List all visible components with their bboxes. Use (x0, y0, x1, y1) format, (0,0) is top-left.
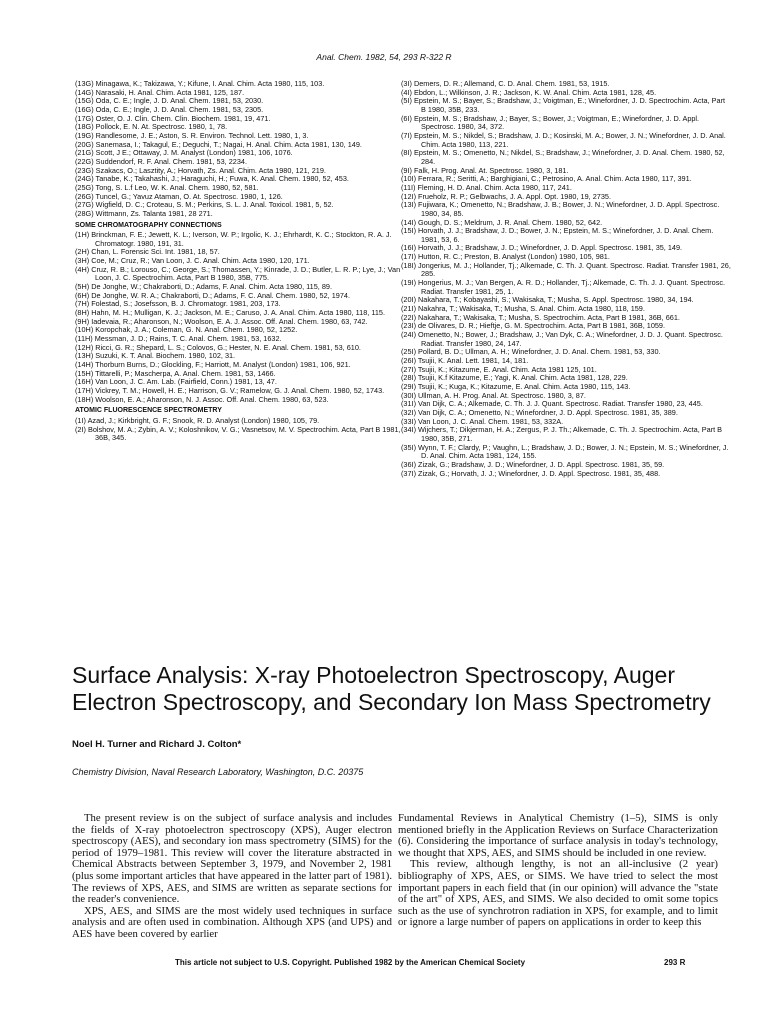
reference-entry: (26G) Tuncel, G.; Yavuz Ataman, O. At. Spectrosc. 1980, 1, 126. (75, 191, 283, 201)
reference-entry: (15G) Oda, C. E.; Ingle, J. D. Anal. Chem. 1981, 53, 2030. (75, 96, 264, 106)
reference-entry: (15I) Horvath, J. J.; Bradshaw, J. D.; Bower, J. N.; Epstein, M. S.; Winefordner, J. D. Anal. Chem. 1981, 53, 6. (401, 226, 714, 244)
reference-entry: (10H) Koropchak, J. A.; Coleman, G. N. Anal. Chem. 1980, 52, 1252. (75, 325, 298, 335)
reference-entry: (12H) Ricci, G. R.; Shepard, L. S.; Colovos, G.; Hester, N. E. Anal. Chem. 1981, 53, 610. (75, 342, 361, 352)
reference-entry: (25G) Tong, S. L.f Leo, W. K. Anal. Chem. 1980, 52, 581. (75, 182, 259, 192)
reference-entry: (16G) Oda, C. E.; Ingle, J. D. Anal. Chem. 1981, 53, 2305. (75, 104, 264, 114)
reference-entry: (5I) Epstein, M. S.; Bayer, S.; Bradshaw, J.; Voigtman, E.; Winefordner, J. D. Spectrochim. Acta, Part B 1980, 35B, 233. (401, 96, 726, 114)
references-right-column (401, 80, 731, 478)
reference-entry: (4I) Ebdon, L.; Wilkinson, J. R.; Jackson, K. W. Anal. Chim. Acta 1981, 128, 45. (401, 87, 657, 97)
reference-entry: (21I) Nakahra, T.; Wakisaka, T.; Musha, S. Anal. Chim. Acta 1980, 118, 159. (401, 304, 645, 314)
reference-entry: (20I) Nakahara, T.; Kobayashi, S.; Wakisaka, T.; Musha, S. Appl. Spectrosc. 1980, 34, 194. (401, 295, 694, 305)
reference-entry: (5H) De Jonghe, W.; Chakraborti, D.; Adams, F. Anal. Chim. Acta 1980, 115, 89. (75, 282, 333, 292)
body-paragraph: XPS, AES, and SIMS are the most widely used techniques in surface analysis and are often used in combination. Although XPS (and UPS) and AES have been covered by earlier (72, 904, 392, 940)
reference-entry: (17G) Oster, O. J. Clin. Chem. Clin. Biochem. 1981, 19, 471. (75, 113, 271, 123)
reference-entry: (17H) Vickrey, T. M.; Howell, H. E.; Harrison, G. V.; Ramelow, G. J. Anal. Chem. 1980, 52, 1743. (75, 385, 385, 395)
body-paragraph: The present review is on the subject of surface analysis and includes the fields of X-ray photoelectron spectroscopy (XPS), Auger electron spectroscopy (AES), and secondary ion mass spectrometry (SIMS) for the period of 1979–1981. This review will cover the literature abstracted in Chemical Abstracts between September 3, 1979, and November 2, 1981 (plus some important articles that have appeared in the latter part of 1981). The reviews of XPS, AES, and SIMS are written as separate sections for the reader's convenience. (72, 812, 392, 906)
reference-entry: (13G) Minagawa, K.; Takizawa, Y.; Kifune, I. Anal. Chim. Acta 1980, 115, 103. (75, 79, 325, 88)
reference-entry: (18H) Woolson, E. A.; Aharonson, N. J. Assoc. Off. Anal. Chem. 1980, 63, 523. (75, 394, 329, 404)
reference-entry: (8H) Hahn, M. H.; Mulligan, K. J.; Jackson, M. E.; Caruso, J. A. Anal. Chim. Acta 1980, 118, 115. (75, 308, 385, 318)
reference-entry: (36I) Zizak, G.; Bradshaw, J. D.; Winefordner, J. D. Appl. Spectrosc. 1981, 35, 59. (401, 459, 665, 469)
reference-entry: (9H) Iadevaia, R.; Aharonson, N.; Woolson, E. A. J. Assoc. Off. Anal. Chem. 1980, 63, 742. (75, 316, 368, 326)
reference-entry: (28G) Wittmann, Zs. Talanta 1981, 28 271. (75, 208, 213, 218)
reference-entry: (7H) Folestad, S.; Josefsson, B. J. Chromatogr. 1981, 203, 173. (75, 299, 281, 309)
body-paragraph: This review, although lengthy, is not an all-inclusive (2 year) bibliography of XPS, AES, or SIMS. We have tried to select the most important papers in each field that (in our opinion) will advance the "state of the art" of XPS, AES, and SIMS. We also decided to omit some topics such as the use of synchrotron radiation in XPS, for example, and to limit or ignore a large number of papers on applications in order to keep this (398, 858, 718, 929)
reference-entry: (28I) Tsujii, K.f Kitazume, E.; Yagi, K. Anal. Chim. Acta 1981, 128, 229. (401, 373, 628, 383)
reference-entry: (11I) Fleming, H. D. Anal. Chim. Acta 1980, 117, 241. (401, 182, 572, 192)
reference-entry: (25I) Pollard, B. D.; Ullman, A. H.; Winefordner, J. D. Anal. Chem. 1981, 53, 330. (401, 347, 661, 357)
author-affiliation: Chemistry Division, Naval Research Laboratory, Washington, D.C. 20375 (72, 767, 364, 777)
reference-entry: (19G) Randlesome, J. E.; Aston, S. R. Environ. Technol. Lett. 1980, 1, 3. (75, 130, 309, 140)
reference-entry: (2H) Chan, L. Forensic Sci. Int. 1981, 18, 57. (75, 247, 220, 257)
reference-entry: (14H) Thorburn Burns, D.; Glockling, F.; Harriott, M. Analyst (London) 1981, 106, 921. (75, 360, 351, 369)
reference-entry: (32I) Van Dijk, C. A.; Omenetto, N.; Winefordner, J. D. Appl. Spectrosc. 1981, 35, 389. (401, 407, 678, 417)
reference-entry: (19I) Hongerius, M. J.; Van Bergen, A. R. D.; Hollander, Tj.; Alkemade, C. Th. J. J. Quant. Spectrosc. Radiat. Transfer 1981, 25, 1. (401, 278, 726, 296)
reference-entry: (27I) Tsujii, K.; Kitazume, E. Anal. Chim. Acta 1981 125, 101. (401, 364, 597, 374)
body-right-column (398, 813, 718, 929)
reference-entry: (22I) Nakahara, T.; Wakisaka, T.; Musha, S. Spectrochim. Acta, Part B 1981, 36B, 661. (401, 312, 680, 322)
reference-entry: (37I) Zizak, G.; Horvath, J. J.; Winefordner, J. D. Appl. Spectrosc. 1981, 35, 488. (401, 468, 661, 478)
reference-entry: (13H) Suzuki, K. T. Anal. Biochem. 1980, 102, 31. (75, 351, 236, 361)
reference-entry: (9I) Falk, H. Prog. Anal. At. Spectrosc. 1980, 3, 181. (401, 165, 569, 175)
reference-entry: (4H) Cruz, R. B.; Lorouso, C.; George, S.; Thomassen, Y.; Kinrade, J. D.; Butler, L. R. P.; Lye, J.; Van Loon, J. C. Spectrochim. Acta, Part B 1980, 35B, 775. (75, 264, 401, 283)
reference-entry: (24G) Tanabe, K.; Takahashi, J.; Haraguchi, H.; Fuwa, K. Anal. Chem. 1980, 52, 453. (75, 174, 349, 184)
page-number: 293 R (664, 958, 686, 967)
reference-entry: (3H) Coe, M.; Cruz, R.; Van Loon, J. C. Anal. Chim. Acta 1980, 120, 171. (75, 256, 310, 266)
reference-entry: (31I) Van Dijk, C. A.; Alkemade, C. Th. J. J. Quant. Spectrosc. Radiat. Transfer 1980, 23, 445. (401, 399, 703, 409)
reference-entry: (12I) Frueholz, R. P.; Gelbwachs, J. A. Appl. Opt. 1980, 19, 2735. (401, 191, 611, 201)
body-paragraph: Fundamental Reviews in Analytical Chemistry (1–5), SIMS is only mentioned briefly in the Application Reviews on Surface Characterization (6). Considering the importance of surface analysis in today's technology, we thought that XPS, AES, and SIMS should be included in one review. (398, 812, 718, 859)
reference-entry: (23G) Szakacs, O.; Lasztity, A.; Horvath, Zs. Anal. Chim. Acta 1980, 121, 219. (75, 165, 326, 175)
reference-entry: (17I) Hutton, R. C.; Preston, B. Analyst (London) 1980, 105, 981. (401, 252, 610, 262)
section-heading: SOME CHROMATOGRAPHY CONNECTIONS (75, 221, 222, 229)
reference-entry: (15H) Tittarelli, P.; Mascherpa, A. Anal. Chem. 1981, 53, 1466. (75, 368, 276, 378)
reference-entry: (16I) Horvath, J. J.; Bradshaw, J. D.; Winefordner, J. D. Appl. Spectrosc. 1981, 35, 149. (401, 243, 683, 253)
reference-entry: (33I) Van Loon, J. C. Anal. Chem. 1981, 53, 332A. (401, 416, 564, 426)
reference-entry: (18I) Jongerius, M. J.; Hollander, Tj.; Alkemade, C. Th. J. Quant. Spectrosc. Radiat. Transfer 1981, 26, 285. (401, 260, 731, 279)
reference-entry: (1I) Azad, J.; Kirkbright, G. F.; Snook, R. D. Analyst (London) 1980, 105, 79. (75, 415, 320, 425)
reference-entry: (8I) Epstein, M. S.; Omenetto, N.; Nikdel, S.; Bradshaw, J.; Winefordner, J. D. Anal. Chem. 1980, 52, 284. (401, 148, 725, 166)
reference-entry: (30I) Ullman, A. H. Prog. Anal. At. Spectrosc. 1980, 3, 87. (401, 390, 586, 400)
reference-entry: (2I) Bolshov, M. A.; Zybin, A. V.; Koloshnikov, V. G.; Vasnetsov, M. V. Spectrochim. Acta, Part B 1981, 36B, 345. (75, 424, 401, 443)
reference-entry: (34I) Wijchers, T.; Dikjerman, H. A.; Zergus, P. J. Th.; Alkemade, C. Th. J. Spectrochim. Acta, Part B 1980, 35B, 271. (401, 425, 723, 443)
references-left-column (75, 80, 405, 443)
reference-entry: (35I) Wynn, T. F.; Clardy, P.; Vaughn, L.; Bradshaw, J. D.; Bower, J. N.; Epstein, M. S.; Winefordner, J. D. Anal. Chim. Acta 1981, 124, 155. (401, 442, 729, 461)
reference-entry: (16H) Van Loon, J. C. Am. Lab. (Fairfield, Conn.) 1981, 13, 47. (75, 377, 277, 387)
reference-entry: (18G) Pollock, E. N. At. Spectrosc. 1980, 1, 78. (75, 122, 228, 132)
reference-entry: (22G) Suddendorf, R. F. Anal. Chem. 1981, 53, 2234. (75, 156, 247, 166)
article-authors: Noel H. Turner and Richard J. Colton* (72, 739, 242, 750)
reference-entry: (23I) de Olivares, D. R.; Hieftje, G. M. Spectrochim. Acta, Part B 1981, 36B, 1059. (401, 321, 666, 331)
reference-entry: (20G) Sanemasa, I.; Takagul, E.; Deguchi, T.; Nagai, H. Anal. Chim. Acta 1981, 130, 149. (75, 139, 362, 149)
body-left-column (72, 813, 392, 941)
reference-entry: (6H) De Jonghe, W. R. A.; Chakraborti, D.; Adams, F. C. Anal. Chem. 1980, 52, 1974. (75, 290, 350, 300)
reference-entry: (10I) Ferrara, R.; Seritti, A.; Barghigiani, C.; Petrosino, A. Anal. Chim. Acta 1980, 117, 391. (401, 174, 692, 184)
reference-entry: (13I) Fujiwara, K.; Omenetto, N.; Bradshaw, J. B.; Bower, J. N.; Winefordner, J. D. Appl. Spectrosc. 1980, 34, 85. (401, 200, 720, 218)
reference-entry: (14I) Gough, D. S.; Meldrum, J. R. Anal. Chem. 1980, 52, 642. (401, 217, 603, 227)
reference-entry: (26I) Tsujii, K. Anal. Lett. 1981, 14, 181. (401, 356, 529, 365)
section-heading: ATOMIC FLUORESCENCE SPECTROMETRY (75, 407, 222, 415)
reference-entry: (29I) Tsujii, K.; Kuga, K.; Kitazume, E. Anal. Chim. Acta 1980, 115, 143. (401, 381, 631, 391)
article-title: Surface Analysis: X-ray Photoelectron Spectroscopy, Auger Electron Spectroscopy, and Secondary Ion Mass Spectrometry (72, 662, 711, 715)
reference-entry: (6I) Epstein, M. S.; Bradshaw, J.; Bayer, S.; Bower, J.; Voigtman, E.; Winefordner, J. D. Appl. Spectrosc. 1980, 34, 372. (401, 113, 700, 132)
reference-entry: (14G) Narasaki, H. Anal. Chim. Acta 1981, 125, 187. (75, 87, 245, 97)
reference-entry: (1H) Brinckman, F. E.; Jewett, K. L.; Iverson, W. P.; Irgolic, K. J.; Ehrhardt, K. C.; Stockton, R. A. J. Chromatogr. 1980, 191, 31. (75, 230, 392, 248)
reference-entry: (24I) Omenetto, N.; Bower, J.; Bradshaw, J.; Van Dyk, C. A.; Winefordner, J. D. J. Quant. Spectrosc. Radiat. Transfer 1980, 24, 147. (401, 330, 723, 348)
running-head: Anal. Chem. 1982, 54, 293 R-322 R (316, 52, 452, 62)
reference-entry: (11H) Messman, J. D.; Rains, T. C. Anal. Chem. 1981, 53, 1632. (75, 334, 282, 344)
reference-entry: (7I) Epstein, M. S.; Nikdel, S.; Bradshaw, J. D.; Kosinski, M. A.; Bower, J. N.; Winefordner, J. D. Anal. Chim. Acta 1980, 113, 221. (401, 130, 726, 149)
reference-entry: (27G) Wigfield, D. C.; Croteau, S. M.; Perkins, S. L. J. Anal. Toxicol. 1981, 5, 52. (75, 200, 334, 210)
reference-entry: (3I) Demers, D. R.; Allemand, C. D. Anal. Chem. 1981, 53, 1915. (401, 79, 610, 88)
copyright-notice: This article not subject to U.S. Copyright. Published 1982 by the American Chemical Society (175, 958, 526, 967)
reference-entry: (21G) Scott, J E.; Ottaway, J. M. Analyst (London) 1981, 106, 1076. (75, 148, 293, 158)
